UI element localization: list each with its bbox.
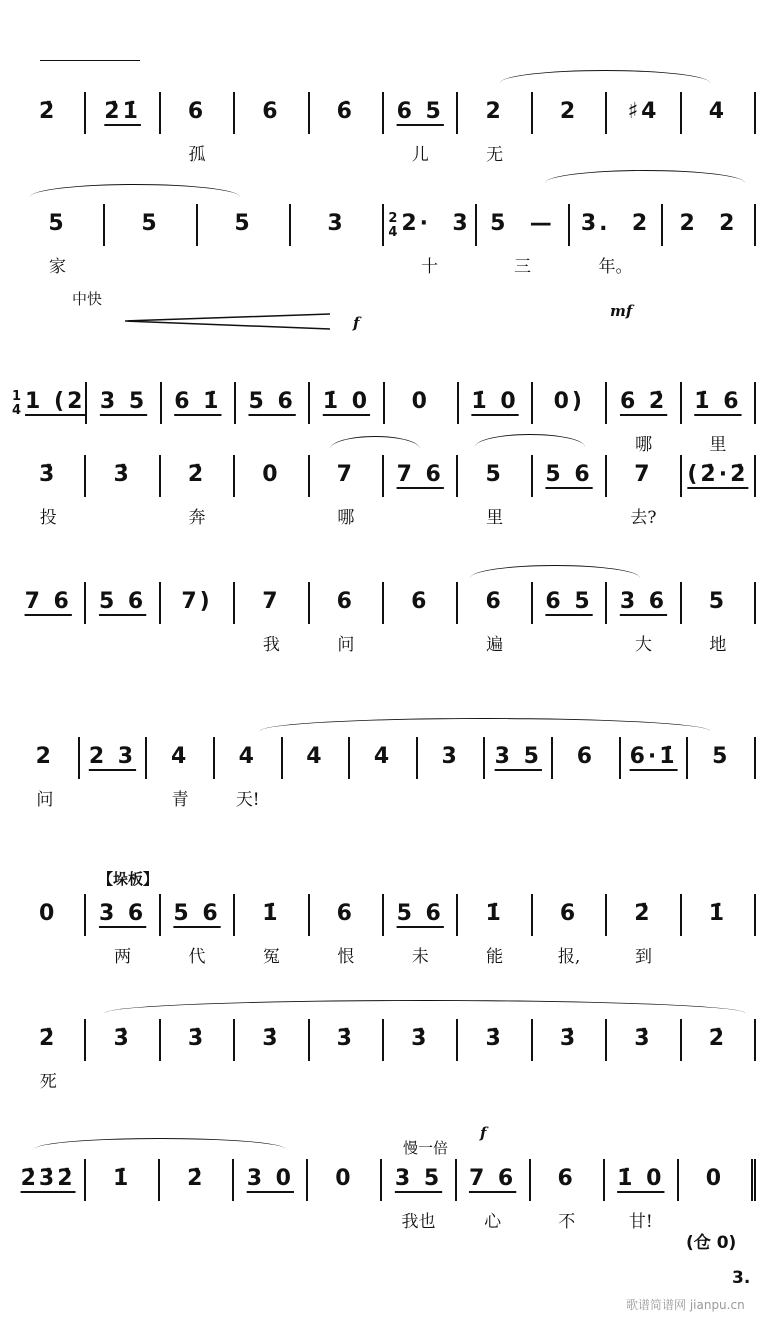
measure bbox=[382, 1159, 456, 1232]
measure bbox=[80, 737, 148, 779]
measure bbox=[161, 92, 235, 165]
notes: 2̇ bbox=[634, 901, 653, 926]
notes: 3 6 bbox=[619, 589, 668, 614]
notes: 6 bbox=[336, 589, 355, 614]
measure bbox=[235, 582, 309, 655]
measure bbox=[682, 455, 756, 497]
measure bbox=[385, 382, 459, 424]
lyric: 心 bbox=[484, 1212, 502, 1232]
tie-line bbox=[40, 60, 140, 61]
measure bbox=[291, 204, 384, 246]
measure bbox=[12, 455, 86, 528]
notes: 6 5 bbox=[545, 589, 593, 614]
notes: 5 6 bbox=[98, 589, 147, 614]
notes: 4 bbox=[373, 744, 393, 769]
measure bbox=[418, 737, 486, 779]
measure bbox=[12, 1019, 86, 1092]
measure bbox=[682, 1019, 756, 1061]
measure bbox=[86, 1019, 160, 1061]
notes: 6 bbox=[187, 99, 207, 124]
measure bbox=[384, 455, 458, 497]
lyric: 未 bbox=[411, 947, 429, 967]
measure bbox=[384, 1019, 458, 1061]
lyric: 哪 bbox=[635, 435, 653, 455]
measure bbox=[621, 737, 689, 779]
measure bbox=[161, 455, 235, 528]
notes: (2̇·2̇ bbox=[687, 462, 749, 487]
notes: 2̇ bbox=[187, 462, 207, 487]
lyric: 能 bbox=[486, 947, 504, 967]
slur bbox=[105, 1000, 745, 1013]
notes: 5 6 bbox=[173, 901, 221, 926]
time-signature: 1 4 bbox=[12, 388, 22, 418]
notes: 3̇ bbox=[262, 1026, 281, 1051]
measure bbox=[679, 1159, 756, 1201]
measure bbox=[310, 582, 384, 655]
measure bbox=[682, 894, 756, 936]
measure bbox=[457, 1159, 531, 1232]
measure bbox=[235, 894, 309, 967]
lyric: 无 bbox=[486, 145, 504, 165]
notes: 7 bbox=[262, 589, 281, 614]
notes: ♯4 bbox=[627, 99, 660, 124]
notes: 5 bbox=[708, 589, 728, 614]
lyric: 死 bbox=[39, 1072, 57, 1092]
measure bbox=[607, 382, 681, 455]
measure bbox=[384, 92, 458, 165]
measure bbox=[235, 92, 309, 134]
measure bbox=[458, 92, 532, 165]
measure bbox=[533, 382, 607, 424]
measure bbox=[310, 92, 384, 134]
measure bbox=[308, 1159, 382, 1201]
measure bbox=[533, 894, 607, 967]
notes: 4 bbox=[306, 744, 325, 769]
measure bbox=[105, 204, 198, 246]
notes: 6 bbox=[557, 1166, 576, 1191]
measure bbox=[607, 894, 681, 967]
measure bbox=[663, 204, 756, 246]
notes: 7) bbox=[181, 589, 213, 614]
measure bbox=[160, 1159, 234, 1201]
notes: 6 bbox=[262, 99, 281, 124]
notes: 1̇ 0 bbox=[322, 389, 371, 414]
measure bbox=[147, 737, 215, 810]
notes: 2 bbox=[559, 99, 579, 124]
measure bbox=[607, 582, 681, 655]
notes: 3 0 bbox=[246, 1166, 294, 1191]
notes: 2̇1̇ bbox=[104, 99, 141, 124]
lyric: 地 bbox=[709, 635, 727, 655]
notes: 0 bbox=[705, 1166, 725, 1191]
slur bbox=[260, 718, 710, 731]
notes: 2 bbox=[485, 99, 504, 124]
measure bbox=[533, 92, 607, 134]
lyric: 我也 bbox=[401, 1212, 436, 1232]
notes: 1 (2 bbox=[25, 389, 86, 414]
lyric: 投 bbox=[39, 508, 57, 528]
notes: 0 bbox=[411, 389, 430, 414]
notes: 5 6 bbox=[396, 901, 444, 926]
lyric: 青 bbox=[171, 790, 189, 810]
measure bbox=[12, 382, 87, 424]
crescendo-hairpin bbox=[125, 312, 335, 332]
notes: 2 3 bbox=[88, 744, 137, 769]
measure bbox=[531, 1159, 605, 1232]
lyric: 去? bbox=[630, 508, 657, 528]
notes: 1̇ 0 bbox=[471, 389, 519, 414]
measure bbox=[682, 382, 756, 455]
notes: 0) bbox=[553, 389, 585, 414]
lyric: 天! bbox=[235, 790, 260, 810]
notes: 6 bbox=[485, 589, 504, 614]
tempo-marking: 中快 bbox=[72, 290, 103, 308]
notes: 0 bbox=[39, 901, 58, 926]
notes: 7 bbox=[336, 462, 355, 487]
notes: 2̇ bbox=[708, 1026, 728, 1051]
staff-row-5 bbox=[12, 582, 756, 662]
measure bbox=[477, 204, 570, 277]
lyric: 冤 bbox=[262, 947, 280, 967]
watermark: 歌谱简谱网 jianpu.cn bbox=[626, 1298, 745, 1312]
measure bbox=[459, 382, 533, 424]
lyric: 奔 bbox=[188, 508, 206, 528]
lyric: 哪 bbox=[337, 508, 355, 528]
notes: 5 bbox=[712, 744, 731, 769]
dynamic-f: f bbox=[353, 314, 360, 332]
notes: 6 2̇ bbox=[619, 389, 668, 414]
notes: 3̇ bbox=[113, 1026, 132, 1051]
notes: 5 6 bbox=[545, 462, 593, 487]
notes: 7 bbox=[634, 462, 653, 487]
notes: 7 6 bbox=[396, 462, 444, 487]
lyric: 问 bbox=[337, 635, 355, 655]
notes: 3̇ bbox=[634, 1026, 653, 1051]
notes: 3 bbox=[327, 211, 346, 236]
measure bbox=[86, 582, 160, 624]
staff-row-1 bbox=[12, 92, 756, 172]
notes: 7 6 bbox=[468, 1166, 517, 1191]
measure bbox=[384, 894, 458, 967]
measure bbox=[458, 1019, 532, 1061]
lyric: 我 bbox=[262, 635, 280, 655]
notes: 3 5 bbox=[99, 389, 148, 414]
measure bbox=[162, 382, 236, 424]
measure bbox=[384, 582, 458, 624]
measure bbox=[533, 455, 607, 497]
measure bbox=[235, 455, 309, 497]
lyric: 年。 bbox=[598, 257, 633, 277]
notes: 6 bbox=[559, 901, 579, 926]
staff-row-9 bbox=[12, 1159, 756, 1239]
notes: 6·1̇ bbox=[629, 744, 678, 769]
notes: 1̇ 6 bbox=[694, 389, 742, 414]
lyric: 里 bbox=[709, 435, 727, 455]
measure bbox=[310, 1019, 384, 1061]
lyric: 不 bbox=[558, 1212, 576, 1232]
notes: 2 bbox=[35, 744, 54, 769]
notes: 1̇ bbox=[112, 1166, 132, 1191]
measure bbox=[553, 737, 621, 779]
measure bbox=[533, 582, 607, 624]
measure bbox=[234, 1159, 308, 1201]
lyric: 遍 bbox=[486, 635, 504, 655]
measure bbox=[310, 455, 384, 528]
lyric: 儿 bbox=[411, 145, 429, 165]
measure bbox=[485, 737, 553, 779]
measure bbox=[458, 894, 532, 967]
measure bbox=[607, 1019, 681, 1061]
slur bbox=[35, 1138, 285, 1149]
lyric: 到 bbox=[634, 947, 652, 967]
lyric: 十 bbox=[421, 257, 438, 277]
notes: 6 5 bbox=[396, 99, 444, 124]
tempo-marking-slow: 慢一倍 bbox=[403, 1139, 449, 1157]
measure bbox=[607, 92, 681, 134]
dynamic-mf: mf bbox=[610, 302, 633, 320]
notes: 2̇ bbox=[39, 1026, 58, 1051]
notes: 2̇ bbox=[187, 1166, 206, 1191]
notes: 5 bbox=[485, 462, 504, 487]
measure bbox=[161, 894, 235, 967]
measure bbox=[161, 1019, 235, 1061]
measure bbox=[682, 92, 756, 134]
measure bbox=[12, 204, 105, 277]
notes: 2̇ bbox=[39, 99, 58, 124]
notes: 6 bbox=[576, 744, 596, 769]
measure bbox=[86, 894, 160, 967]
notes: 6 bbox=[336, 901, 355, 926]
measure bbox=[384, 204, 477, 277]
notes: 6 1̇ bbox=[174, 389, 222, 414]
notes: 2 2 bbox=[679, 211, 738, 236]
lyric: 家 bbox=[49, 257, 66, 277]
notes: 4 bbox=[708, 99, 728, 124]
measure bbox=[12, 1159, 86, 1201]
lyric: 大 bbox=[634, 635, 652, 655]
notes: 5 6 bbox=[248, 389, 296, 414]
lyric: 恨 bbox=[337, 947, 355, 967]
notes: 1̇ bbox=[708, 901, 728, 926]
measure bbox=[215, 737, 283, 810]
measure bbox=[161, 582, 235, 624]
measure bbox=[12, 737, 80, 810]
notes: 1̇ bbox=[262, 901, 281, 926]
measure bbox=[235, 1019, 309, 1061]
measure bbox=[570, 204, 663, 277]
notes: 6 bbox=[411, 589, 430, 614]
staff-row-6 bbox=[12, 737, 756, 817]
lyric: 孤 bbox=[188, 145, 206, 165]
ending-percussion: (仓 0) bbox=[686, 1233, 737, 1253]
lyric: 问 bbox=[36, 790, 54, 810]
measure bbox=[12, 894, 86, 936]
measure bbox=[350, 737, 418, 779]
time-signature: 2 4 bbox=[388, 210, 398, 240]
measure bbox=[607, 455, 681, 528]
measure bbox=[310, 894, 384, 967]
notes: 3. 2 bbox=[580, 211, 651, 236]
measure bbox=[682, 582, 756, 655]
notes: 3 6 bbox=[98, 901, 147, 926]
notes: 3 5 bbox=[494, 744, 542, 769]
staff-row-2 bbox=[12, 204, 756, 284]
notes: 4 bbox=[170, 744, 190, 769]
staff-row-8 bbox=[12, 1019, 756, 1099]
lyric: 甘! bbox=[628, 1212, 653, 1232]
staff-row-7 bbox=[12, 894, 756, 974]
measure bbox=[236, 382, 310, 424]
notes: 2̇3̇2̇ bbox=[20, 1166, 76, 1191]
measure bbox=[533, 1019, 607, 1061]
notes: 3̇ bbox=[336, 1026, 355, 1051]
measure bbox=[198, 204, 291, 246]
staff-row-3 bbox=[12, 382, 756, 462]
measure bbox=[86, 92, 160, 134]
measure bbox=[310, 382, 384, 424]
slur bbox=[470, 565, 640, 578]
notes: 6̇ bbox=[336, 99, 355, 124]
dynamic-f: f bbox=[480, 1124, 487, 1142]
notes: 4 bbox=[238, 744, 257, 769]
measure bbox=[87, 382, 161, 424]
notes: 3̇ bbox=[559, 1026, 579, 1051]
measure bbox=[86, 1159, 160, 1201]
measure bbox=[605, 1159, 679, 1232]
section-label: 【垛板】 bbox=[98, 870, 159, 888]
measure bbox=[12, 582, 86, 624]
notes: 2· 3 bbox=[401, 211, 471, 236]
notes: 3̇ bbox=[485, 1026, 504, 1051]
notes: 3̇ bbox=[411, 1026, 430, 1051]
measure bbox=[86, 455, 160, 497]
notes: 3̇ bbox=[39, 462, 58, 487]
notes: 1̇ 0 bbox=[617, 1166, 665, 1191]
notes: 1̇ bbox=[485, 901, 504, 926]
notes: 3 bbox=[441, 744, 460, 769]
measure bbox=[688, 737, 756, 779]
page-number: 3. bbox=[732, 1268, 751, 1288]
notes: 3̇ bbox=[113, 462, 132, 487]
lyric: 里 bbox=[486, 508, 504, 528]
notes: 7 6 bbox=[24, 589, 72, 614]
measure bbox=[458, 455, 532, 528]
lyric: 两 bbox=[114, 947, 132, 967]
notes: 5 bbox=[48, 211, 67, 236]
lyric: 代 bbox=[188, 947, 206, 967]
notes: 0 bbox=[335, 1166, 354, 1191]
notes: 5 bbox=[141, 211, 160, 236]
lyric: 三 bbox=[514, 257, 531, 277]
slur bbox=[30, 184, 240, 197]
measure bbox=[12, 92, 86, 134]
notes: 5 — bbox=[490, 211, 555, 236]
slur bbox=[500, 70, 710, 83]
measure bbox=[458, 582, 532, 655]
staff-row-4 bbox=[12, 455, 756, 535]
lyric: 报, bbox=[557, 947, 581, 967]
notes: 0 bbox=[262, 462, 281, 487]
notes: 3 5 bbox=[394, 1166, 443, 1191]
measure bbox=[283, 737, 351, 779]
notes: 3̇ bbox=[187, 1026, 207, 1051]
notes: 5 bbox=[234, 211, 253, 236]
